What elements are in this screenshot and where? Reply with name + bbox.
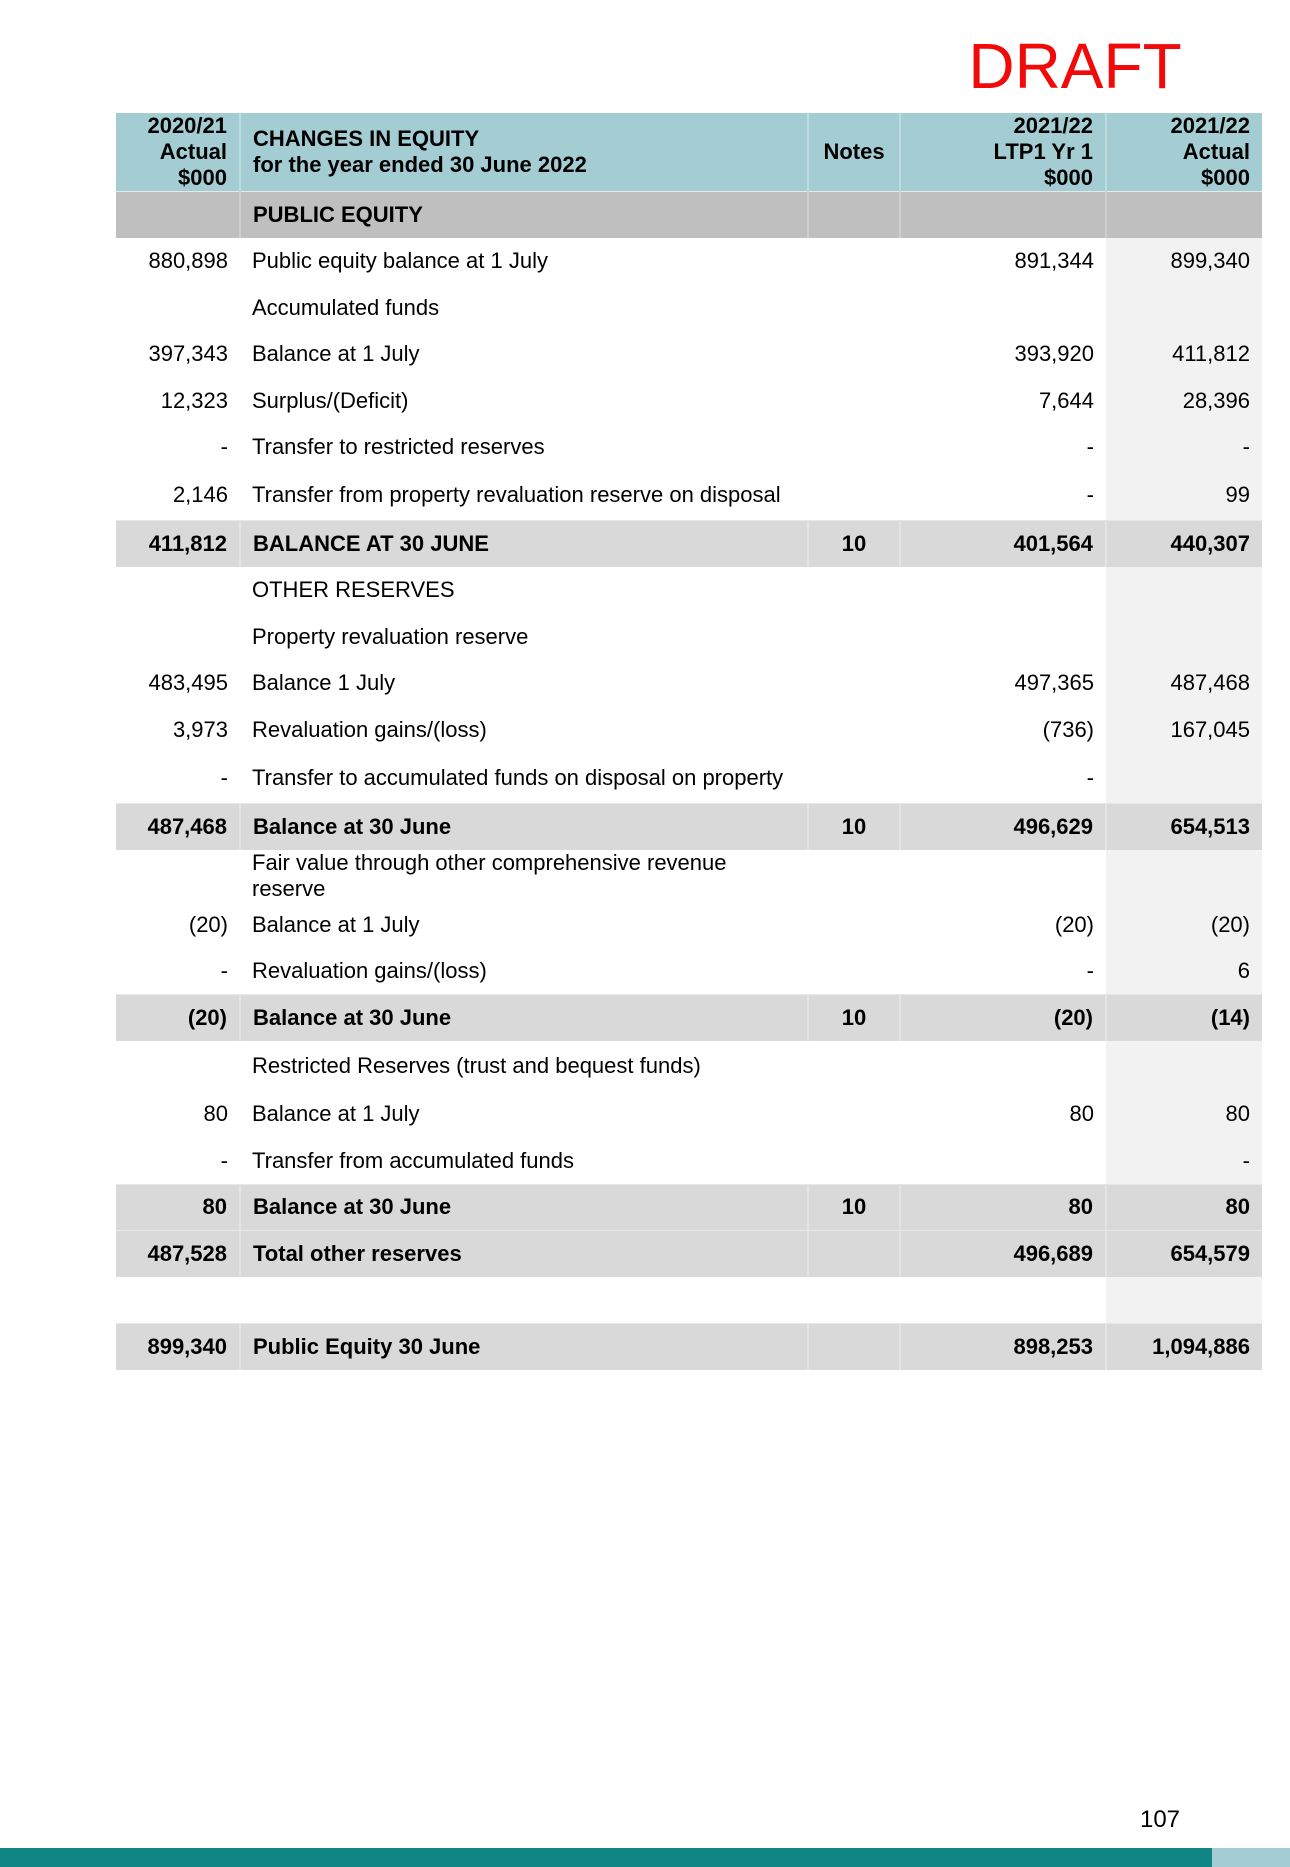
ltp-cell: - [1086, 764, 1094, 790]
ltp-cell: 401,564 [900, 521, 1106, 568]
ltp-cell: - [1086, 482, 1094, 508]
actual-cell: (14) [1106, 995, 1262, 1042]
note-cell [808, 424, 900, 471]
note-cell [808, 238, 900, 285]
table-row [116, 948, 1262, 995]
actual-cell: 487,468 [1106, 660, 1262, 707]
note-cell [808, 331, 900, 378]
table-row [116, 378, 1262, 425]
note-cell [808, 707, 900, 754]
footer-bar-accent [1212, 1848, 1290, 1867]
table-row [116, 285, 1262, 332]
actual-cell: (20) [1106, 902, 1262, 949]
ltp-cell: (20) [900, 995, 1106, 1042]
prior-year-cell: 411,812 [116, 521, 240, 568]
note-cell [808, 285, 900, 332]
header-ltp: 2021/22 LTP1 Yr 1 $000 [900, 113, 1106, 192]
actual-cell: 99 [1106, 471, 1262, 521]
actual-cell [1106, 614, 1262, 661]
table-row [116, 614, 1262, 661]
ltp-cell: 7,644 [1038, 387, 1094, 413]
actual-cell [1106, 567, 1262, 614]
table-row [116, 471, 1262, 521]
actual-cell [1106, 192, 1262, 239]
prior-year-cell: 483,495 [148, 670, 228, 696]
ltp-cell: (736) [1042, 716, 1094, 742]
note-cell [808, 902, 900, 949]
total-row [116, 995, 1262, 1042]
line-item-label: Balance at 1 July [252, 911, 420, 937]
table-row [116, 1091, 1262, 1138]
line-item-label: PUBLIC EQUITY [240, 192, 808, 239]
total-row [116, 803, 1262, 850]
line-item-label: BALANCE AT 30 JUNE [240, 521, 808, 568]
ltp-cell: 891,344 [1014, 248, 1094, 274]
ltp-cell [900, 614, 1106, 661]
prior-year-cell: 3,973 [172, 716, 228, 742]
prior-year-cell: 80 [203, 1101, 228, 1127]
table-row [116, 567, 1262, 614]
table-row [116, 1041, 1262, 1091]
line-item-label: Revaluation gains/(loss) [252, 958, 487, 983]
table-row [116, 850, 1262, 902]
note-cell: 10 [808, 995, 900, 1042]
actual-cell [1106, 850, 1262, 902]
line-item-label [240, 1277, 808, 1324]
header-prior-actual: 2020/21 Actual $000 [116, 113, 240, 192]
prior-year-cell [116, 192, 240, 239]
prior-year-cell [116, 285, 240, 332]
prior-year-cell: 487,468 [116, 803, 240, 850]
prior-year-cell [116, 1041, 240, 1091]
table-row [116, 660, 1262, 707]
prior-year-cell: - [220, 1147, 228, 1173]
ltp-cell: (20) [1054, 911, 1094, 937]
actual-cell: 1,094,886 [1106, 1324, 1262, 1371]
prior-year-cell: 12,323 [160, 387, 228, 413]
actual-cell: 899,340 [1106, 238, 1262, 285]
ltp-cell: 80 [1069, 1101, 1094, 1127]
header-notes: Notes [808, 113, 900, 192]
line-item-label: Surplus/(Deficit) [252, 387, 409, 413]
note-cell: 10 [808, 521, 900, 568]
prior-year-cell: 2,146 [172, 482, 228, 508]
header-title: CHANGES IN EQUITY for the year ended 30 June 2022 [240, 113, 808, 192]
ltp-cell: 393,920 [1014, 341, 1094, 367]
actual-cell: 654,579 [1106, 1231, 1262, 1278]
ltp-cell: 898,253 [900, 1324, 1106, 1371]
table-row [116, 238, 1262, 285]
note-cell [808, 1091, 900, 1138]
actual-cell: 28,396 [1106, 378, 1262, 425]
total-row [116, 521, 1262, 568]
table-row [116, 1138, 1262, 1185]
actual-cell [1106, 285, 1262, 332]
note-cell [808, 192, 900, 239]
prior-year-cell: 80 [116, 1184, 240, 1231]
actual-cell [1106, 753, 1262, 803]
table-header-row [116, 113, 1262, 192]
ltp-cell [900, 850, 1106, 902]
note-cell [808, 850, 900, 902]
note-cell [808, 471, 900, 521]
prior-year-cell: (20) [188, 911, 228, 937]
actual-cell: 167,045 [1106, 707, 1262, 754]
table-row [116, 902, 1262, 949]
ltp-cell [900, 1041, 1106, 1091]
table-row [116, 331, 1262, 378]
line-item-label: Total other reserves [240, 1231, 808, 1278]
note-cell [808, 614, 900, 661]
line-item-label: Restricted Reserves (trust and bequest funds) [252, 1053, 701, 1078]
total-row [116, 1324, 1262, 1371]
line-item-label: OTHER RESERVES [252, 577, 455, 603]
prior-year-cell: - [220, 764, 228, 790]
actual-cell: - [1106, 424, 1262, 471]
note-cell [808, 1231, 900, 1278]
actual-cell: 80 [1106, 1184, 1262, 1231]
line-item-label: Property revaluation reserve [252, 623, 529, 649]
table-body [116, 192, 1262, 1371]
ltp-cell [900, 1138, 1106, 1185]
ltp-cell: 496,629 [900, 803, 1106, 850]
table-row [116, 1277, 1262, 1324]
actual-cell: 411,812 [1106, 331, 1262, 378]
note-cell [808, 1041, 900, 1091]
prior-year-cell [116, 1277, 240, 1324]
table-row [116, 753, 1262, 803]
note-cell [808, 567, 900, 614]
actual-cell: 6 [1106, 948, 1262, 995]
note-cell [808, 378, 900, 425]
ltp-cell: - [1086, 434, 1094, 460]
ltp-cell: - [1086, 958, 1094, 983]
section-row [116, 192, 1262, 239]
note-cell [808, 660, 900, 707]
draft-watermark: DRAFT [968, 30, 1182, 102]
ltp-cell [900, 1277, 1106, 1324]
ltp-cell: 496,689 [900, 1231, 1106, 1278]
note-cell [808, 948, 900, 995]
actual-cell: 440,307 [1106, 521, 1262, 568]
line-item-label: Accumulated funds [252, 294, 440, 320]
prior-year-cell: 880,898 [148, 248, 228, 274]
table-row [116, 707, 1262, 754]
prior-year-cell: 899,340 [116, 1324, 240, 1371]
total-row [116, 1231, 1262, 1278]
prior-year-cell [116, 850, 240, 902]
actual-cell: 80 [1106, 1091, 1262, 1138]
line-item-label: Balance at 1 July [252, 1101, 420, 1127]
line-item-label: Public equity balance at 1 July [252, 248, 548, 274]
prior-year-cell: - [220, 958, 228, 983]
table-row [116, 424, 1262, 471]
prior-year-cell: (20) [116, 995, 240, 1042]
ltp-cell [900, 567, 1106, 614]
actual-cell: - [1106, 1138, 1262, 1185]
total-row [116, 1184, 1262, 1231]
ltp-cell [900, 285, 1106, 332]
note-cell [808, 1277, 900, 1324]
prior-year-cell [116, 567, 240, 614]
note-cell [808, 1324, 900, 1371]
page-number: 107 [1139, 1806, 1181, 1833]
prior-year-cell: - [220, 434, 228, 460]
header-current-actual: 2021/22 Actual $000 [1106, 113, 1262, 192]
note-cell [808, 753, 900, 803]
line-item-label: Balance at 1 July [252, 341, 420, 367]
actual-cell [1106, 1277, 1262, 1324]
ltp-cell [900, 192, 1106, 239]
prior-year-cell [116, 614, 240, 661]
line-item-label: Transfer to restricted reserves [252, 434, 545, 460]
ltp-cell: 497,365 [1014, 670, 1094, 696]
line-item-label: Transfer from accumulated funds [252, 1147, 574, 1173]
prior-year-cell: 487,528 [116, 1231, 240, 1278]
actual-cell [1106, 1041, 1262, 1091]
line-item-label: Fair value through other comprehensive revenue reserve [252, 849, 727, 901]
line-item-label: Balance at 30 June [240, 995, 808, 1042]
note-cell: 10 [808, 1184, 900, 1231]
note-cell [808, 1138, 900, 1185]
ltp-cell: 80 [900, 1184, 1106, 1231]
line-item-label: Public Equity 30 June [240, 1324, 808, 1371]
line-item-label: Transfer from property revaluation reserve on disposal [252, 482, 781, 508]
line-item-label: Balance at 30 June [240, 1184, 808, 1231]
changes-in-equity-table [116, 113, 1262, 1370]
line-item-label: Balance 1 July [252, 670, 396, 696]
line-item-label: Balance at 30 June [240, 803, 808, 850]
line-item-label: Revaluation gains/(loss) [252, 716, 487, 742]
prior-year-cell: 397,343 [148, 341, 228, 367]
note-cell: 10 [808, 803, 900, 850]
footer-bar [0, 1848, 1212, 1867]
line-item-label: Transfer to accumulated funds on disposal on property [252, 764, 784, 790]
actual-cell: 654,513 [1106, 803, 1262, 850]
